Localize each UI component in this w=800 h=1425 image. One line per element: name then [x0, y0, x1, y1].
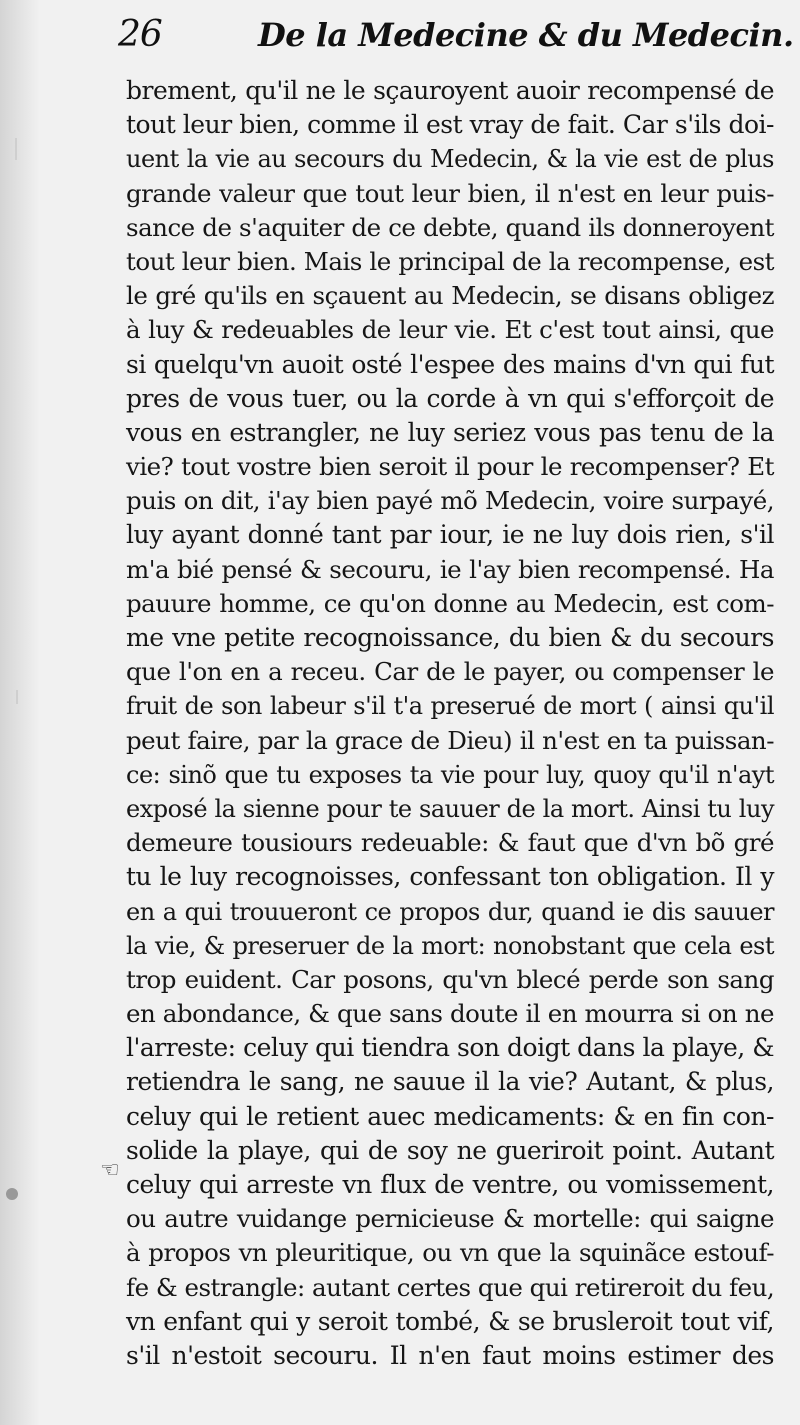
text-line: sance de s'aquiter de ce debte, quand ils donneroyent — [126, 212, 774, 242]
text-line: exposé la sienne pour te sauuer de la mort. Ainsi tu luy — [126, 794, 774, 823]
text-line: pauure homme, ce qu'on donne au Medecin, est com- — [126, 588, 774, 618]
text-line: fe & estrangle: autant certes que qui retireroit du feu, — [126, 1272, 775, 1302]
manicule-icon: ☜ — [100, 1158, 120, 1183]
text-line: ce: sinõ que tu exposes ta vie pour luy, quoy qu'il n'ayt — [126, 760, 774, 789]
text-line: trop euident. Car posons, qu'vn blecé perde son sang — [126, 964, 774, 994]
gutter-shadow — [0, 0, 40, 1425]
body-text — [126, 74, 774, 1373]
text-line: peut faire, par la grace de Dieu) il n'est en ta puissan- — [126, 725, 774, 755]
text-line: tout leur bien, comme il est vray de fait. Car s'ils doi- — [126, 110, 774, 140]
text-line: en abondance, & que sans doute il en mourra si on ne — [126, 999, 774, 1029]
text-line: fruit de son labeur s'il t'a preserué de mort ( ainsi qu'il — [126, 692, 774, 721]
text-line: la vie, & preseruer de la mort: nonobstant que cela est — [126, 931, 774, 960]
text-line: solide la playe, qui de soy ne gueriroit point. Autant — [126, 1135, 774, 1165]
text-line: retiendra le sang, ne sauue il la vie? Autant, & plus, — [126, 1067, 774, 1097]
page-number: 26 — [118, 14, 162, 55]
text-line: le gré qu'ils en sçauent au Medecin, se disans obligez — [126, 281, 774, 311]
text-line: luy ayant donné tant par iour, ie ne luy dois rien, s'il — [126, 520, 774, 550]
text-line: tout leur bien. Mais le principal de la recompense, est — [126, 246, 774, 276]
text-line: celuy qui le retient auec medicaments: & en fin con- — [126, 1101, 774, 1131]
ink-spot — [6, 1188, 18, 1200]
text-line: pres de vous tuer, ou la corde à vn qui s'efforçoit de — [126, 383, 774, 413]
text-line: tu le luy recognoisses, confessant ton obligation. Il y — [126, 862, 774, 892]
text-line: vie? tout vostre bien seroit il pour le recompenser? Et — [126, 452, 774, 482]
text-line: en a qui trouueront ce propos dur, quand ie dis sauuer — [126, 897, 774, 926]
text-line: si quelqu'vn auoit osté l'espee des mains d'vn qui fut — [126, 349, 774, 379]
margin-mark — [16, 690, 18, 704]
text-line: brement, qu'il ne le sçauroyent auoir recompensé de — [126, 76, 774, 105]
text-line: s'il n'estoit secouru. Il n'en faut moins estimer des — [126, 1340, 774, 1370]
text-line: uent la vie au secours du Medecin, & la vie est de plus — [126, 145, 774, 174]
margin-mark — [15, 138, 17, 160]
text-line: à luy & redeuables de leur vie. Et c'est tout ainsi, que — [126, 315, 774, 345]
text-line: vn enfant qui y seroit tombé, & se brusleroit tout vif, — [126, 1306, 774, 1336]
text-line: demeure tousiours redeuable: & faut que d'vn bõ gré — [126, 828, 774, 858]
text-line: puis on dit, i'ay bien payé mõ Medecin, voire surpayé, — [126, 486, 774, 516]
text-line: à propos vn pleuritique, ou vn que la squinãce estouf- — [126, 1238, 774, 1268]
text-line: que l'on en a receu. Car de le payer, ou compenser le — [126, 657, 774, 687]
page-header — [118, 8, 798, 58]
text-line: vous en estrangler, ne luy seriez vous pas tenu de la — [126, 417, 774, 447]
text-line: celuy qui arreste vn flux de ventre, ou vomissement, — [126, 1170, 774, 1199]
text-line: m'a bié pensé & secouru, ie l'ay bien recompensé. Ha — [126, 554, 774, 584]
text-line: l'arreste: celuy qui tiendra son doigt dans la playe, & — [126, 1033, 774, 1063]
text-line: me vne petite recognoissance, du bien & du secours — [126, 623, 774, 652]
text-line: ou autre vuidange pernicieuse & mortelle: qui saigne — [126, 1204, 774, 1234]
text-line: grande valeur que tout leur bien, il n'est en leur puis- — [126, 178, 774, 208]
running-head: De la Medecine & du Medecin. — [258, 16, 794, 54]
